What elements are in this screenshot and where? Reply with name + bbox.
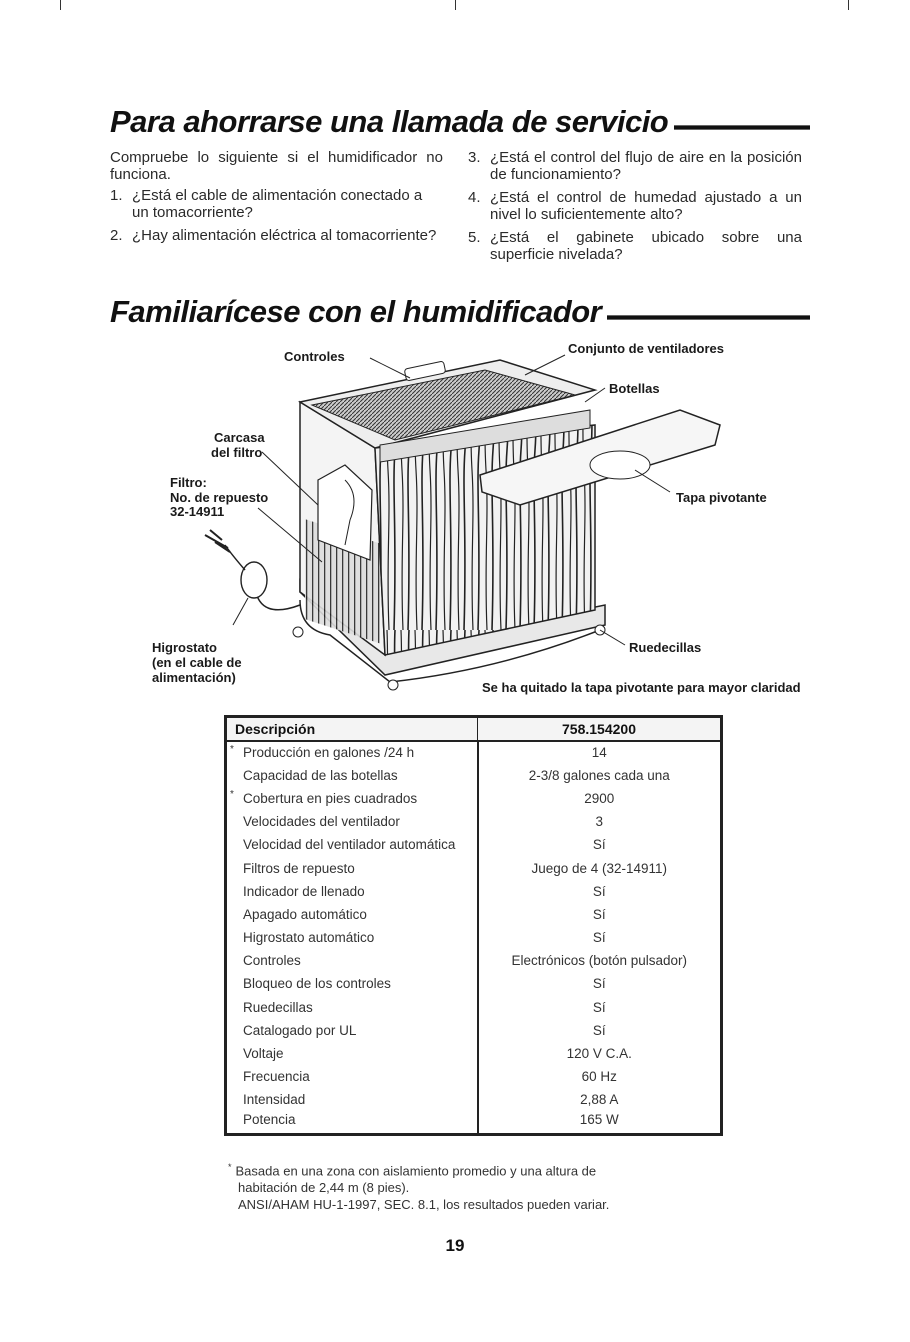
row-value: 3 <box>595 814 603 830</box>
caster-icon <box>388 680 398 690</box>
label-conjunto: Conjunto de ventiladores <box>568 341 725 356</box>
footnote-mark: * <box>228 1162 232 1172</box>
row-desc-text: Cobertura en pies cuadrados <box>243 790 418 806</box>
label-tapa: Tapa pivotante <box>676 490 767 505</box>
label-botellas: Botellas <box>609 381 660 396</box>
table-header-row <box>226 717 722 741</box>
hygrostat-icon <box>241 562 267 598</box>
table-row <box>226 996 722 1019</box>
section-title-familiarize <box>110 292 810 332</box>
section-title-text: Familiarícese con el humidificador <box>110 294 602 329</box>
row-desc <box>226 903 478 926</box>
row-desc <box>226 833 478 856</box>
row-desc <box>226 926 478 949</box>
title-rule <box>607 315 810 320</box>
label-filtro: Filtro: <box>170 475 207 490</box>
title-rule <box>674 125 810 130</box>
row-desc <box>226 949 478 972</box>
table-row <box>226 741 722 764</box>
label-carcasa-2: del filtro <box>211 445 263 460</box>
row-value: Sí <box>592 930 606 946</box>
row-desc <box>226 741 478 764</box>
row-desc <box>226 764 478 787</box>
row-value: Electrónicos (botón pulsador) <box>511 953 688 969</box>
table-row <box>226 1065 722 1088</box>
item-number: 4. <box>468 189 481 206</box>
section-title-service <box>110 102 810 142</box>
plug-icon <box>205 530 230 552</box>
label-carcasa: Carcasa <box>214 430 265 445</box>
table-row <box>226 880 722 903</box>
footnote-line: Basada en una zona con aislamiento promedio y una altura de <box>235 1163 597 1179</box>
item-number: 3. <box>468 149 481 166</box>
crop-mark <box>455 0 456 10</box>
row-desc <box>226 856 478 879</box>
row-desc <box>226 1112 478 1135</box>
footnote-line: habitación de 2,44 m (8 pies). <box>238 1180 410 1196</box>
table-row <box>226 949 722 972</box>
row-value: 60 Hz <box>581 1069 617 1085</box>
row-desc-text: Bloqueo de los controles <box>243 976 391 992</box>
label-higrostato-3: alimentación) <box>152 670 236 685</box>
row-desc <box>226 810 478 833</box>
list-item <box>110 187 443 221</box>
checklist-right <box>468 149 802 269</box>
label-higrostato-2: (en el cable de <box>152 655 242 670</box>
row-desc-text: Controles <box>243 953 301 969</box>
footnote-star: * <box>230 788 234 800</box>
row-desc-text: Catalogado por UL <box>243 1022 357 1038</box>
table-row <box>226 810 722 833</box>
row-desc-text: Apagado automático <box>243 906 367 922</box>
row-desc-text: Intensidad <box>243 1092 306 1108</box>
row-desc <box>226 880 478 903</box>
crop-mark <box>848 0 849 10</box>
row-desc <box>226 1088 478 1111</box>
item-number: 5. <box>468 229 481 246</box>
row-value: Sí <box>592 883 606 899</box>
item-text: ¿Está el cable de alimentación conectado a un tomacorriente? <box>132 187 423 221</box>
footnote <box>228 1159 688 1213</box>
row-desc-text: Indicador de llenado <box>243 883 365 899</box>
header-description: Descripción <box>226 717 478 741</box>
row-desc-text: Voltaje <box>243 1046 284 1062</box>
table-row <box>226 1088 722 1111</box>
row-desc-text: Producción en galones /24 h <box>243 745 415 761</box>
row-value: 165 W <box>579 1111 619 1127</box>
specs-table <box>224 715 723 1136</box>
row-desc <box>226 972 478 995</box>
table-row <box>226 926 722 949</box>
humidifier-diagram <box>0 330 910 700</box>
crop-mark <box>60 0 61 10</box>
item-number: 2. <box>110 227 123 244</box>
row-desc <box>226 1019 478 1042</box>
row-value: 2900 <box>584 790 615 806</box>
row-desc <box>226 787 478 810</box>
checklist-left <box>110 149 443 250</box>
table-row <box>226 764 722 787</box>
row-value: 120 V C.A. <box>566 1046 632 1062</box>
item-text: ¿Está el control de humedad ajustado a un nivel lo suficientemente alto? <box>490 189 802 223</box>
table-row <box>226 972 722 995</box>
list-item <box>468 149 802 183</box>
item-text: ¿Hay alimentación eléctrica al tomacorriente? <box>132 227 437 244</box>
table-row <box>226 903 722 926</box>
row-value: Juego de 4 (32-14911) <box>531 860 668 876</box>
row-desc-text: Velocidad del ventilador automática <box>243 837 456 853</box>
row-desc-text: Capacidad de las botellas <box>243 767 398 783</box>
row-value: Sí <box>592 999 606 1015</box>
row-value: Sí <box>592 906 606 922</box>
item-text: ¿Está el control del flujo de aire en la posición de funcionamiento? <box>490 149 802 183</box>
footnote-star: * <box>230 743 234 755</box>
label-filtro-2: No. de repuesto <box>170 490 269 505</box>
row-value: 14 <box>591 745 607 761</box>
row-desc-text: Higrostato automático <box>243 930 375 946</box>
footnote-line: ANSI/AHAM HU-1-1997, SEC. 8.1, los resultados pueden variar. <box>238 1197 610 1213</box>
diagram-note: Se ha quitado la tapa pivotante para mayor claridad <box>482 680 801 695</box>
table-row <box>226 833 722 856</box>
label-ruedecillas: Ruedecillas <box>629 640 702 655</box>
item-text: ¿Está el gabinete ubicado sobre una superficie nivelada? <box>490 229 802 263</box>
header-model: 758.154200 <box>478 717 722 741</box>
row-value: Sí <box>592 976 606 992</box>
row-value: 2,88 A <box>580 1092 619 1108</box>
label-controles: Controles <box>284 349 345 364</box>
row-desc <box>226 996 478 1019</box>
row-value: Sí <box>592 1022 606 1038</box>
row-desc-text: Velocidades del ventilador <box>243 814 400 830</box>
table-row <box>226 1019 722 1042</box>
caster-icon <box>293 627 303 637</box>
list-item <box>468 229 802 263</box>
table-row <box>226 787 722 810</box>
label-higrostato: Higrostato <box>152 640 217 655</box>
list-item <box>468 189 802 223</box>
table-row <box>226 856 722 879</box>
list-item <box>110 227 443 244</box>
page-number: 19 <box>445 1236 465 1255</box>
table-row <box>226 1042 722 1065</box>
label-filtro-3: 32-14911 <box>170 504 225 519</box>
table-row <box>226 1112 722 1135</box>
section-title-text: Para ahorrarse una llamada de servicio <box>110 104 669 139</box>
row-desc <box>226 1065 478 1088</box>
row-value: 2-3/8 galones cada una <box>528 767 670 783</box>
item-number: 1. <box>110 187 123 204</box>
row-desc-text: Potencia <box>243 1111 296 1127</box>
intro-text: Compruebe lo siguiente si el humidificador no funciona. <box>110 149 443 183</box>
row-desc-text: Ruedecillas <box>243 999 313 1015</box>
row-desc-text: Frecuencia <box>243 1069 310 1085</box>
row-value: Sí <box>592 837 606 853</box>
row-desc <box>226 1042 478 1065</box>
row-desc-text: Filtros de repuesto <box>243 860 355 876</box>
